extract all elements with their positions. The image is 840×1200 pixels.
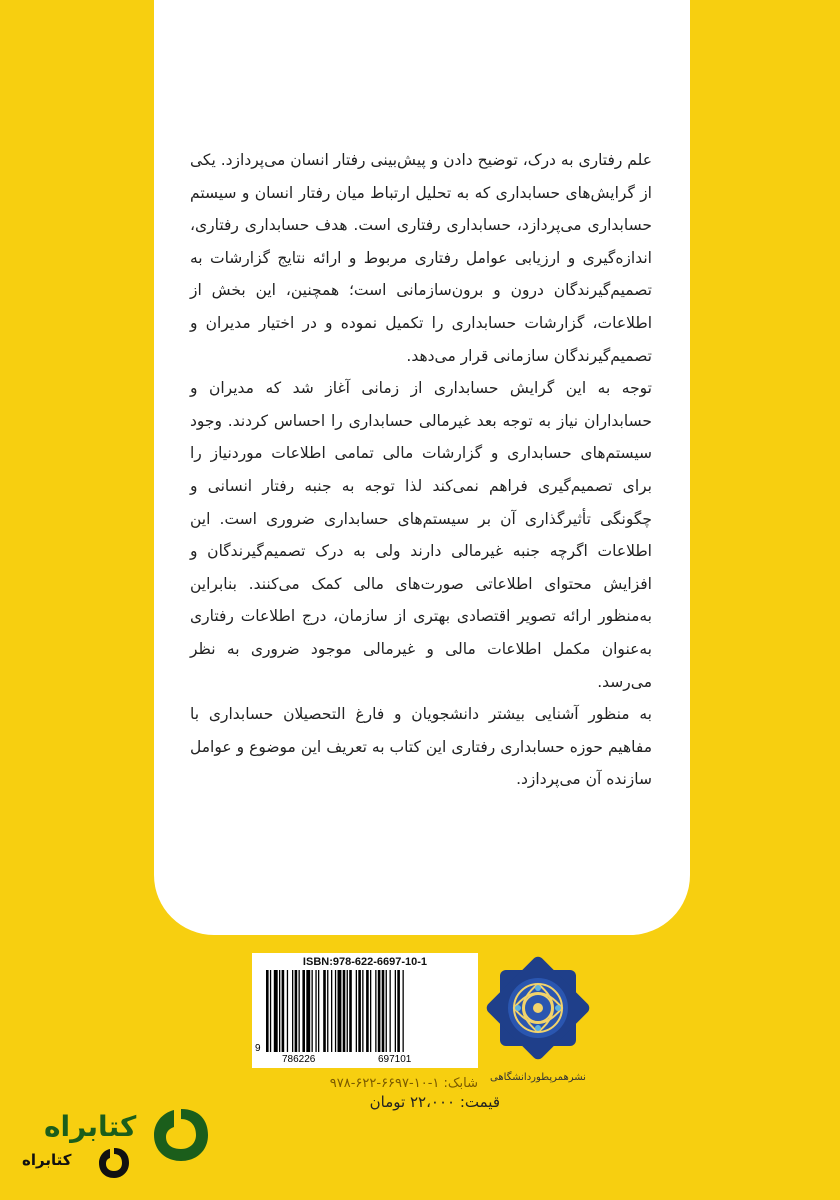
barcode-digits-group1: 786226 [282, 1054, 316, 1065]
paragraph-3: به منظور آشنایی بیشتر دانشجویان و فارغ التحصیلان حسابداری با مفاهیم حوزه حسابداری رفتاری این کتاب به تعریف این موضوع و عوامل سازنده آن می‌پردازد. [190, 705, 652, 789]
paragraph-1: علم رفتاری به درک، توضیح دادن و پیش‌بینی رفتار انسان می‌پردازد. یکی از گرایش‌های حسابداری که به تحلیل ارتباط میان رفتار انسان و سیستم حسابداری می‌پردازد، حسابداری رفتاری است. هدف حسابداری رفتاری، اندازه‌گیری و ارزیابی عوامل رفتاری مربوط و ارائه نتایج گزارشات به تصمیم‌گیرندگان درون و برون‌سازمانی است؛ همچنین، این بخش از اطلاعات، گزارشات حسابداری را تکمیل نموده و در اختیار مدیران و تصمیم‌گیرندگان سازمانی قرار می‌دهد. [190, 151, 652, 365]
isbn-label: ISBN:978-622-6697-10-1 [302, 956, 428, 968]
watermark-brand-small: کتابراه [22, 1151, 72, 1169]
isbn-persian: شابک: ۱-۱۰-۶۶۹۷-۶۲۲-۹۷۸ [329, 1076, 478, 1091]
price-label: قیمت: ۲۲،۰۰۰ تومان [369, 1093, 500, 1111]
leaf-logo-icon [150, 1105, 212, 1165]
watermark-brand: کتابراه [44, 1110, 137, 1143]
leaf-logo-small-icon [96, 1145, 132, 1181]
barcode-bars [266, 970, 472, 1052]
paragraph-2: توجه به این گرایش حسابداری از زمانی آغاز شد که مدیران و حسابداران نیاز به توجه بعد غیرمالی حسابداری را احساس کردند. وجود سیستم‌های حسابداری و گزارشات مالی تمامی اطلاعات موردنیاز را برای تصمیم‌گیری فراهم نمی‌کند لذا توجه به جنبه رفتار انسانی و چگونگی تأثیرگذاری آن بر سیستم‌های حسابداری ضروری است. این اطلاعات اگرچه جنبه غیرمالی دارند ولی به درک تصمیم‌گیرندگان و افزایش محتوای اطلاعاتی صورت‌های مالی کمک می‌کنند. بنابراین به‌منظور ارائه تصویر اقتصادی بهتری از سازمان، درج اطلاعات رفتاری به‌عنوان مکمل اطلاعات مالی و غیرمالی موجود ضروری به نظر می‌رسد. [190, 379, 652, 691]
barcode-digits-group2: 697101 [378, 1054, 412, 1065]
isbn-barcode [252, 953, 478, 1068]
publisher-logo-icon [484, 952, 592, 1070]
description-text [190, 144, 652, 796]
barcode-digit-left: 9 [255, 1043, 261, 1054]
publisher-caption: نشرهمرپطوردانشگاهی [490, 1072, 586, 1083]
